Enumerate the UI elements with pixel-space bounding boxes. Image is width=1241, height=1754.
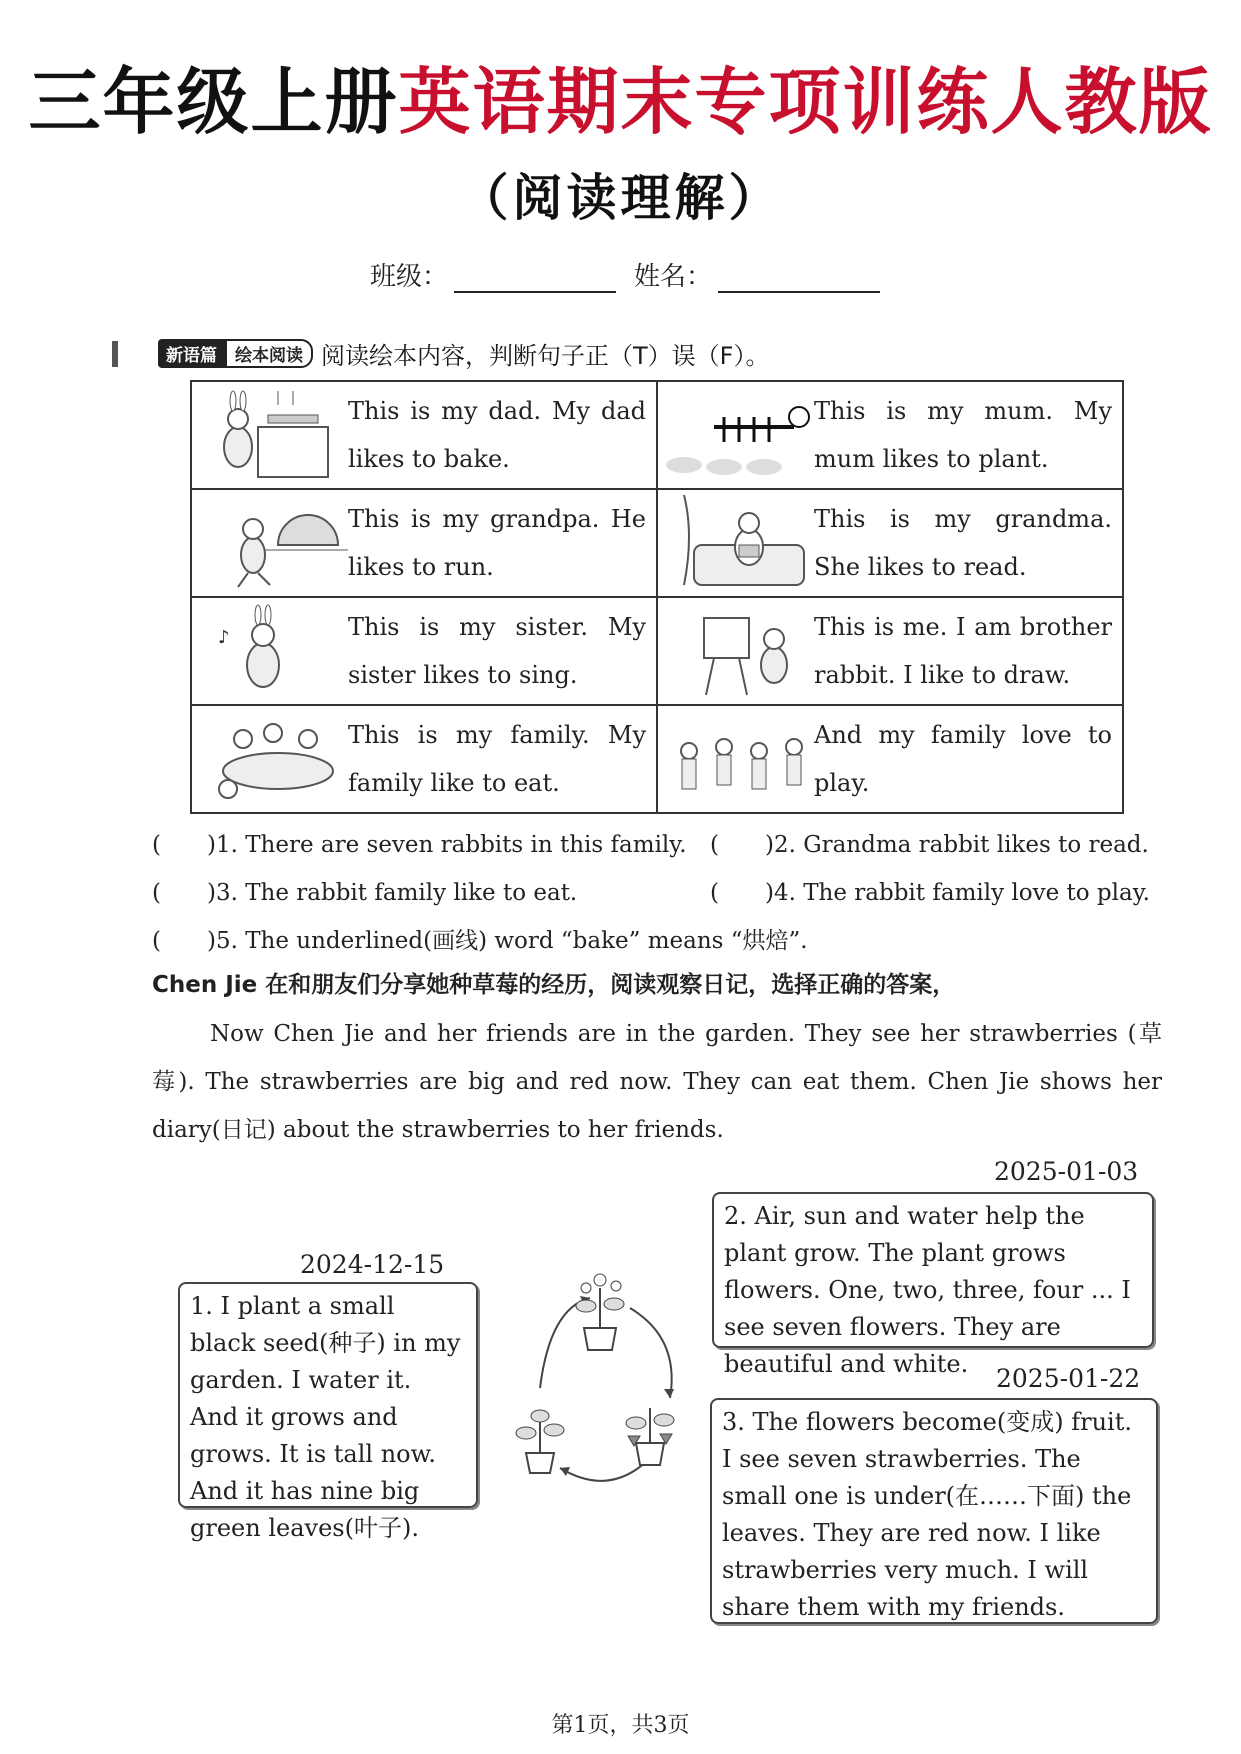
badge-new-text: 新语篇 (158, 339, 225, 368)
brother-drawing-illustration (664, 603, 814, 699)
story-text: This is my mum. My mum likes to plant. (814, 397, 1112, 473)
mum-planting-illustration (664, 387, 814, 483)
diary-entry-1: 1. I plant a small black seed(种子) in my garden. I water it. And it grows and grows. It is tall now. And it has nine big green leaves(叶子). (178, 1282, 478, 1508)
sister-singing-illustration (198, 603, 348, 699)
story-cell (191, 381, 657, 489)
family-eating-illustration (198, 711, 348, 807)
diary-date-1: 2024-12-15 (300, 1250, 445, 1279)
strawberry-growth-cycle-illustration (500, 1258, 700, 1508)
story-cell (191, 597, 657, 705)
class-blank[interactable] (454, 261, 616, 293)
story-cell (657, 381, 1123, 489)
diary-date-3: 2025-01-22 (996, 1364, 1141, 1393)
diary-entry-2: 2. Air, sun and water help the plant grow. The plant grows flowers. One, two, three, four ... I see seven flowers. They are beautiful and white. (712, 1192, 1154, 1348)
story-text: This is my family. My family like to eat. (348, 721, 646, 797)
badge-picture-book: 绘本阅读 (225, 339, 313, 368)
section1-header (112, 336, 769, 371)
question-2: ( )2. Grandma rabbit likes to read. (710, 832, 1149, 858)
diary-date-2: 2025-01-03 (994, 1157, 1139, 1186)
title-part1: 三年级上册 (28, 60, 399, 144)
section1-instruction: 阅读绘本内容，判断句子正（T）误（F）。 (321, 342, 770, 370)
story-text: And my family love to play. (814, 721, 1112, 797)
title-part2: 英语期末专项训练人教版 (398, 60, 1213, 144)
dad-baking-illustration (198, 387, 348, 483)
grandma-reading-illustration (664, 495, 814, 591)
name-row (370, 256, 898, 293)
section-marker (112, 341, 118, 367)
question-5: ( )5. The underlined(画线) word “bake” means “烘焙”. (152, 928, 808, 954)
svg-text:♪: ♪ (218, 627, 230, 648)
name-blank[interactable] (718, 261, 880, 293)
story-text: This is me. I am brother rabbit. I like to draw. (814, 613, 1112, 689)
diary-entry-3: 3. The flowers become(变成) fruit. I see seven strawberries. The small one is under(在……下面) the leaves. They are red now. I like strawberries very much. I will share them with my friends. (710, 1398, 1158, 1624)
story-text: This is my grandma. She likes to read. (814, 505, 1112, 581)
question-3: ( )3. The rabbit family like to eat. (152, 880, 578, 906)
page-subtitle: （阅读理解） (458, 169, 783, 227)
question-1: ( )1. There are seven rabbits in this family. (152, 832, 687, 858)
page-footer: 第1页，共3页 (551, 1713, 690, 1738)
question-4: ( )4. The rabbit family love to play. (710, 880, 1150, 906)
section2-passage: Now Chen Jie and her friends are in the garden. They see her strawberries (草莓). The strawberries are big and red now. They can eat them. Chen Jie shows her diary(日记) about the strawberries to her friends. (152, 1021, 1162, 1143)
story-text: This is my dad. My dad likes to bake. (348, 397, 646, 473)
grandpa-running-illustration (198, 495, 348, 591)
story-text: This is my grandpa. He likes to run. (348, 505, 646, 581)
page-title (0, 44, 1241, 148)
class-label: 班级： (370, 262, 449, 292)
family-playing-illustration (664, 711, 814, 807)
story-cell (657, 597, 1123, 705)
story-cell (657, 489, 1123, 597)
story-cell (191, 489, 657, 597)
picture-book-grid (190, 380, 1124, 814)
story-text: This is my sister. My sister likes to sing. (348, 613, 646, 689)
name-label: 姓名： (634, 262, 713, 292)
story-cell (191, 705, 657, 813)
story-cell (657, 705, 1123, 813)
section2-intro: Chen Jie 在和朋友们分享她种草莓的经历，阅读观察日记，选择正确的答案， (152, 972, 956, 998)
